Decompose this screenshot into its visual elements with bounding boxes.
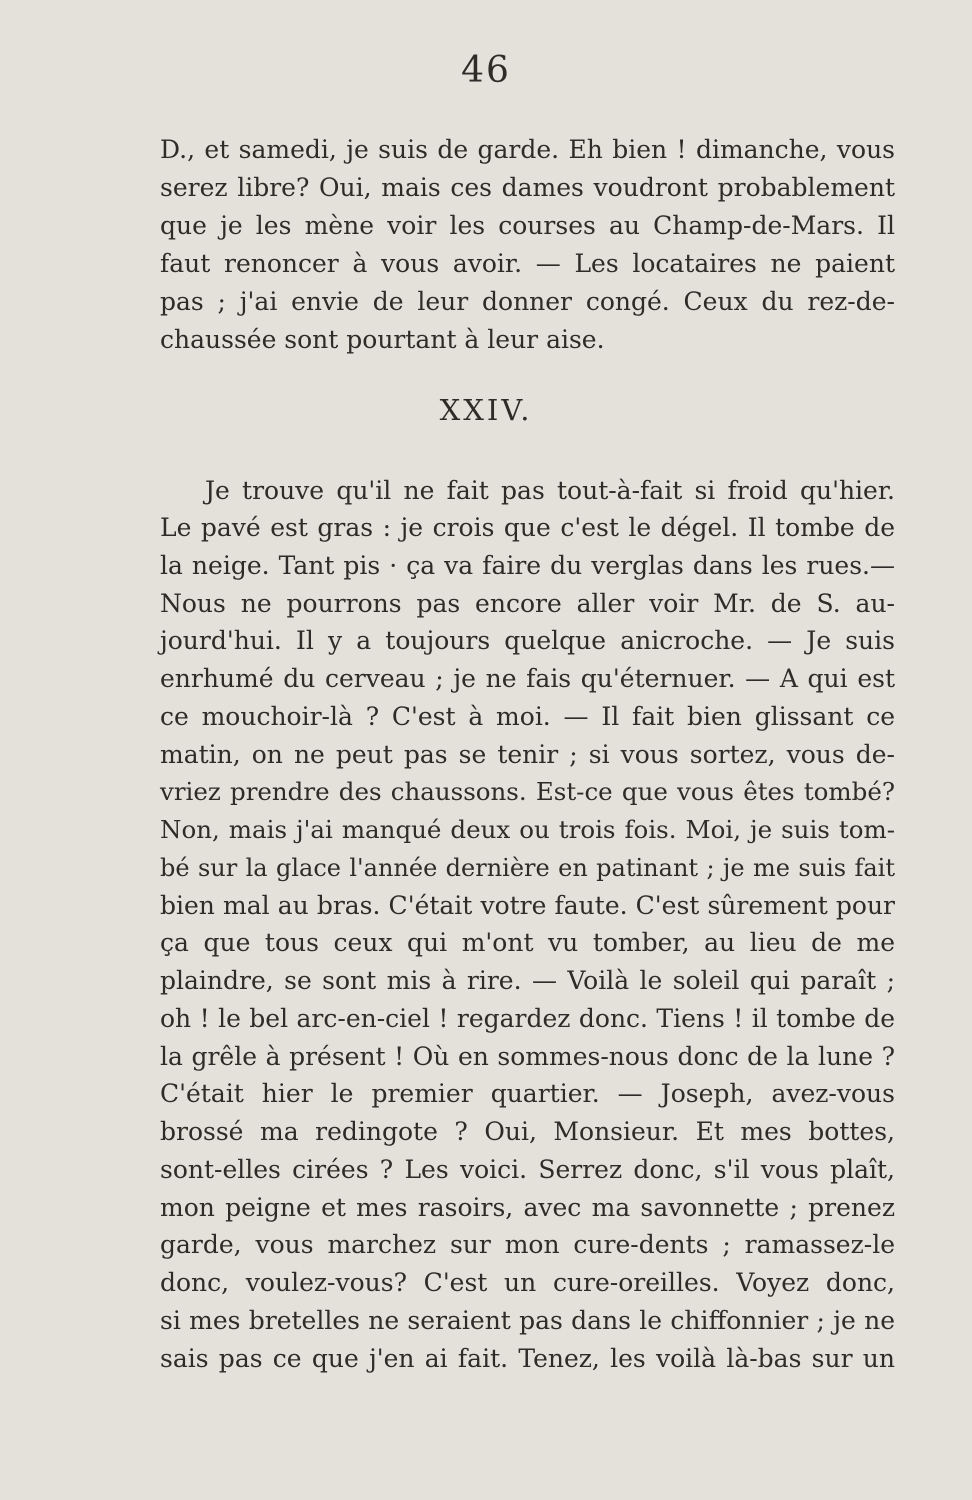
text-line: C'était hier le premier quartier. — Joseph, avez-vous <box>160 1079 895 1108</box>
text-line: chaussée sont pourtant à leur aise. <box>160 325 605 354</box>
text-line: garde, vous marchez sur mon cure-dents ; ramassez-le <box>160 1230 895 1259</box>
text-line: mon peigne et mes rasoirs, avec ma savonnette ; prenez <box>160 1193 895 1222</box>
text-line: Je trouve qu'il ne fait pas tout-à-fait si froid qu'hier. <box>205 476 895 505</box>
text-line: ce mouchoir-là ? C'est à moi. — Il fait bien glissant ce <box>160 702 895 731</box>
text-line: si mes bretelles ne seraient pas dans le chiffonnier ; je ne <box>160 1306 895 1335</box>
text-line: que je les mène voir les courses au Champ-de-Mars. Il <box>160 211 895 240</box>
text-line: la grêle à présent ! Où en sommes-nous donc de la lune ? <box>160 1042 895 1071</box>
text-line: plaindre, se sont mis à rire. — Voilà le soleil qui paraît ; <box>160 966 895 995</box>
text-line: la neige. Tant pis · ça va faire du verglas dans les rues.— <box>160 551 895 580</box>
text-line: pas ; j'ai envie de leur donner congé. Ceux du rez-de- <box>160 287 895 316</box>
text-line: donc, voulez-vous? C'est un cure-oreilles. Voyez donc, <box>160 1268 895 1297</box>
text-line: ça que tous ceux qui m'ont vu tomber, au lieu de me <box>160 928 895 957</box>
text-line: Nous ne pourrons pas encore aller voir Mr. de S. au- <box>160 589 895 618</box>
text-line: sont-elles cirées ? Les voici. Serrez donc, s'il vous plaît, <box>160 1155 895 1184</box>
text-line: sais pas ce que j'en ai fait. Tenez, les voilà là-bas sur un <box>160 1344 895 1373</box>
text-line: Le pavé est gras : je crois que c'est le dégel. Il tombe de <box>160 513 895 542</box>
page-number: 46 <box>461 50 511 91</box>
text-line: brossé ma redingote ? Oui, Monsieur. Et mes bottes, <box>160 1117 895 1146</box>
text-line: oh ! le bel arc-en-ciel ! regardez donc. Tiens ! il tombe de <box>160 1004 895 1033</box>
text-line: serez libre? Oui, mais ces dames voudront probablement <box>160 173 895 202</box>
text-line: bé sur la glace l'année dernière en patinant ; je me suis fait <box>160 854 895 882</box>
text-line: vriez prendre des chaussons. Est-ce que vous êtes tombé? <box>160 777 895 806</box>
text-line: D., et samedi, je suis de garde. Eh bien ! dimanche, vous <box>160 135 895 164</box>
text-line: enrhumé du cerveau ; je ne fais qu'éternuer. — A qui est <box>160 664 895 693</box>
text-line: jourd'hui. Il y a toujours quelque anicroche. — Je suis <box>160 626 895 655</box>
section-heading: XXIV. <box>439 393 533 427</box>
text-line: faut renoncer à vous avoir. — Les locataires ne paient <box>160 249 895 278</box>
text-line: matin, on ne peut pas se tenir ; si vous sortez, vous de- <box>160 740 895 769</box>
text-line: Non, mais j'ai manqué deux ou trois fois. Moi, je suis tom- <box>160 815 895 844</box>
text-line: bien mal au bras. C'était votre faute. C'est sûrement pour <box>160 891 895 920</box>
